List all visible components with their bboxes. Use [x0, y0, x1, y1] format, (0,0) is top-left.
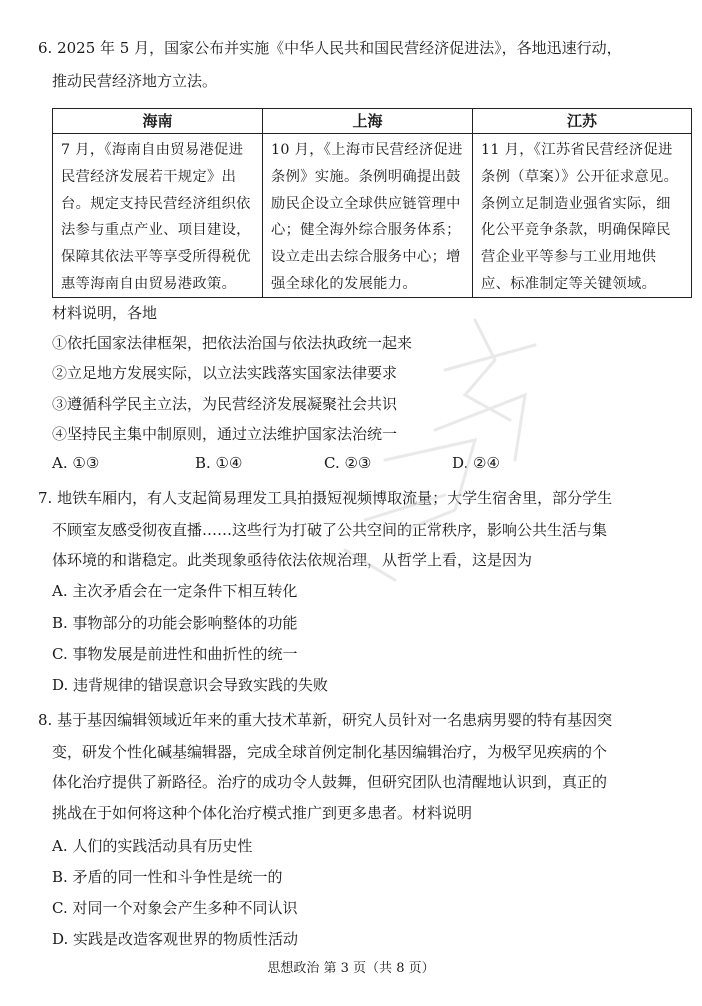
- q8-stem-line-1: 8. 基于基因编辑领域近年来的重大技术革新，研究人员针对一名患病男婴的特有基因突: [38, 711, 613, 729]
- q6-stem-line-1: 6. 2025 年 5 月，国家公布并实施《中华人民共和国民营经济促进法》，各地迅速行动，: [38, 39, 622, 57]
- q8-stem-line-4: 挑战在于如何将这种个体化治疗模式推广到更多患者。材料说明: [52, 804, 473, 822]
- q8-option-d[interactable]: D. 实践是改造客观世界的物质性活动: [52, 930, 299, 948]
- table-cell-shanghai: 10 月，《上海市民营经济促进条例》实施。条例明确提出鼓励民企设立全球供应链管理中心；健全海外综合服务体系；设立走出去综合服务中心；增强全球化的发展能力。: [271, 142, 463, 292]
- q6-option-d[interactable]: D. ②④: [452, 454, 500, 472]
- q6-material-note: 材料说明，各地: [52, 304, 158, 322]
- table-header-jiangsu: 江苏: [473, 109, 691, 134]
- q6-item-1: ①依托国家法律框架，把依法治国与依法执政统一起来: [52, 334, 413, 352]
- table-column-hainan: [53, 109, 263, 297]
- q6-item-3: ③遵循科学民主立法，为民营经济发展凝聚社会共识: [52, 395, 398, 413]
- table-column-jiangsu: [473, 109, 691, 297]
- q7-stem-line-2: 不顾室友感受彻夜直播……这些行为打破了公共空间的正常秩序，影响公共生活与集: [52, 521, 608, 539]
- page-footer: 思想政治 第 3 页（共 8 页）: [267, 961, 435, 976]
- q6-item-4: ④坚持民主集中制原则，通过立法维护国家法治统一: [52, 425, 398, 443]
- q6-stem-line-2: 推动民营经济地方立法。: [52, 72, 218, 90]
- q7-option-c[interactable]: C. 事物发展是前进性和曲折性的统一: [52, 645, 298, 663]
- table-cell-hainan: 7 月，《海南自由贸易港促进民营经济发展若干规定》出台。规定支持民营经济组织依法参与重点产业、项目建设，保障其依法平等享受所得税优惠等海南自由贸易港政策。: [61, 142, 251, 292]
- q7-option-d[interactable]: D. 违背规律的错误意识会导致实践的失败: [52, 676, 329, 694]
- q7-option-b[interactable]: B. 事物部分的功能会影响整体的功能: [52, 614, 298, 632]
- table-cell-jiangsu: 11 月，《江苏省民营经济促进条例（草案）》公开征求意见。条例立足制造业强省实际，细化公平竞争条款，明确保障民营企业平等参与工业用地供应、标准制定等关键领域。: [481, 142, 679, 292]
- q6-option-c[interactable]: C. ②③: [324, 454, 372, 472]
- q6-options: [52, 454, 672, 476]
- q7-option-a[interactable]: A. 主次矛盾会在一定条件下相互转化: [52, 582, 298, 600]
- q8-option-c[interactable]: C. 对同一个对象会产生多种不同认识: [52, 899, 298, 917]
- table-column-shanghai: [263, 109, 473, 297]
- q7-stem-line-1: 7. 地铁车厢内，有人支起简易理发工具拍摄短视频博取流量；大学生宿舍里，部分学生: [38, 489, 613, 507]
- q8-option-a[interactable]: A. 人们的实践活动具有历史性: [52, 837, 253, 855]
- q8-stem-line-2: 变，研发个性化碱基编辑器，完成全球首例定制化基因编辑治疗，为极罕见疾病的个: [52, 743, 608, 761]
- q8-option-b[interactable]: B. 矛盾的同一性和斗争性是统一的: [52, 868, 283, 886]
- table-header-hainan: 海南: [53, 109, 262, 134]
- q6-option-a[interactable]: A. ①③: [52, 454, 100, 472]
- q6-item-2: ②立足地方发展实际，以立法实践落实国家法律要求: [52, 364, 398, 382]
- q6-option-b[interactable]: B. ①④: [195, 454, 243, 472]
- q8-stem-line-3: 体化治疗提供了新路径。治疗的成功令人鼓舞，但研究团队也清醒地认识到，真正的: [52, 773, 608, 791]
- q7-stem-line-3: 体环境的和谐稳定。此类现象亟待依法依规治理，从哲学上看，这是因为: [52, 551, 533, 569]
- q6-table: [52, 108, 692, 298]
- table-header-shanghai: 上海: [263, 109, 472, 134]
